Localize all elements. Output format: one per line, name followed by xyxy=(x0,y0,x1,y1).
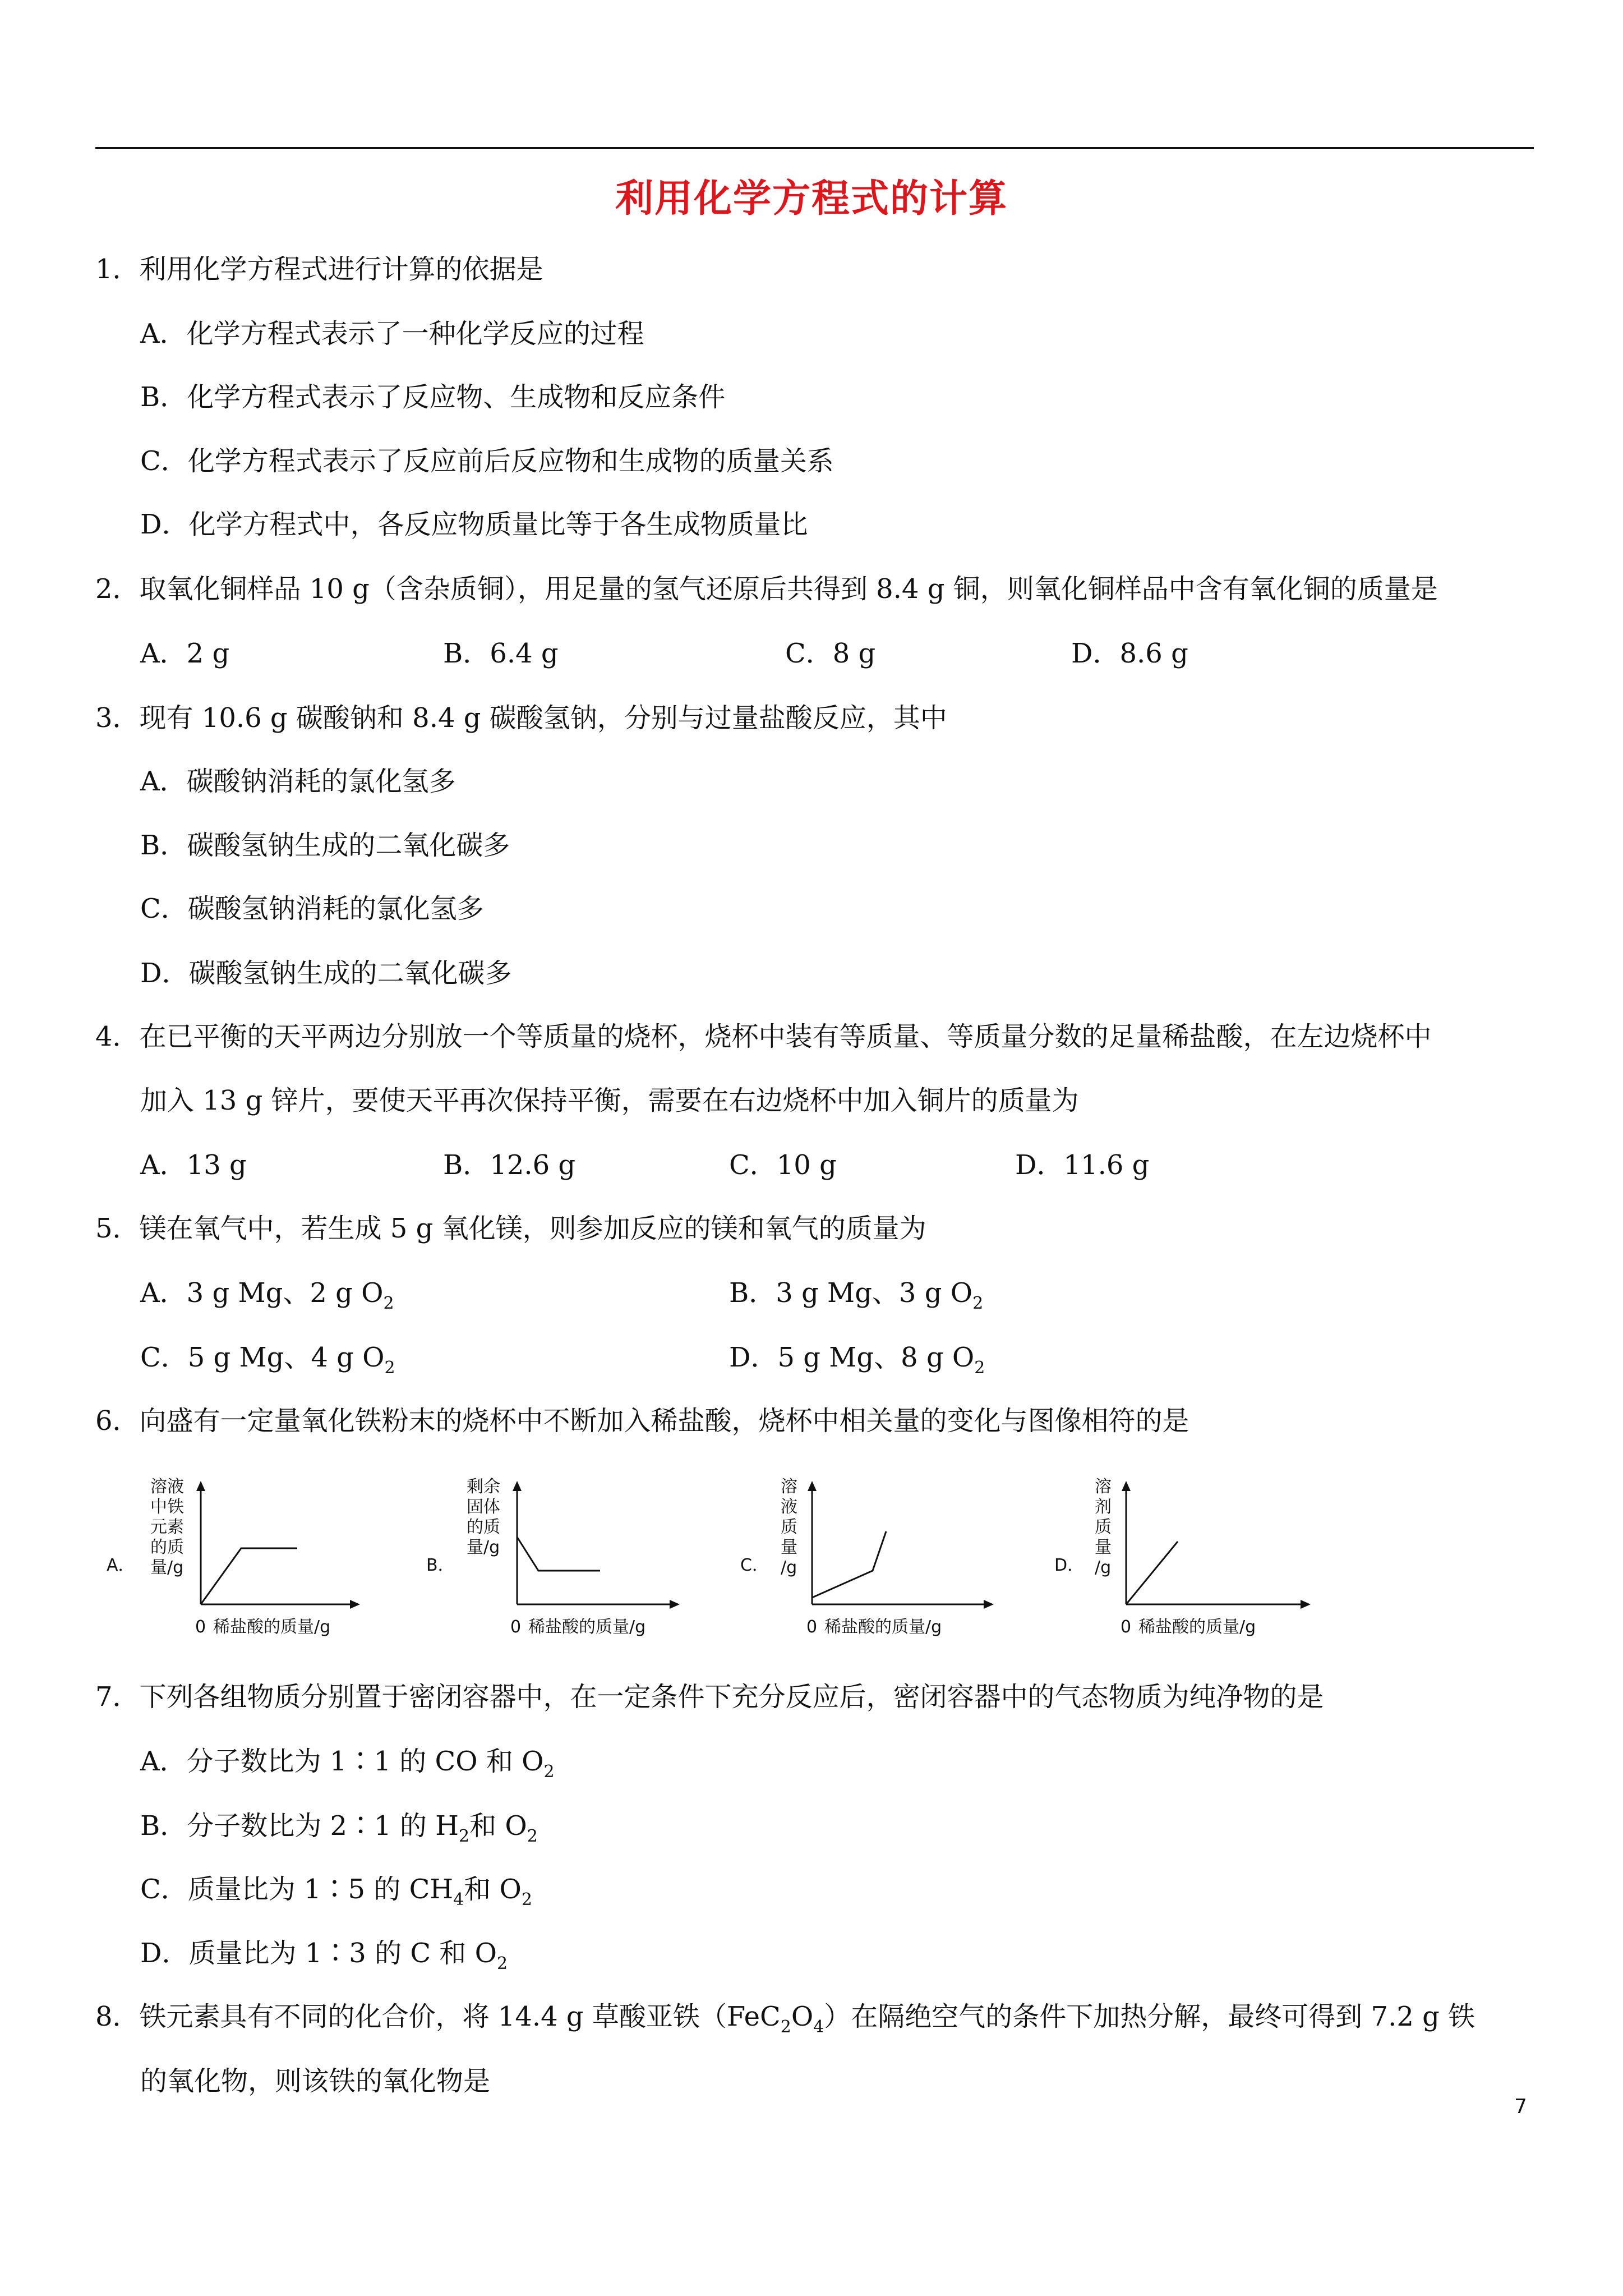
graph-b-x-arrow xyxy=(670,1600,680,1609)
q4-option-a: A．13 g xyxy=(140,1149,247,1181)
svg-text:溶: 溶 xyxy=(781,1477,797,1497)
q5-option-c: C．5 g Mg、4 g $O_2$ xyxy=(140,1342,395,1378)
graph-c-y-arrow xyxy=(808,1481,817,1491)
graph-a-origin: 0 xyxy=(195,1617,206,1637)
graph-d-y-arrow xyxy=(1122,1481,1131,1491)
q6-graph-d xyxy=(1054,1475,1318,1646)
q7-option-d: D．质量比为 1∶3 的 C 和 $O_2$ xyxy=(140,1938,508,1973)
q3-option-a: A．碳酸钠消耗的氯化氢多 xyxy=(140,766,456,797)
graph-b-curve xyxy=(517,1537,600,1571)
q4-stem-line1: 4．在已平衡的天平两边分别放一个等质量的烧杯，烧杯中装有等质量、等质量分数的足量稀盐酸，在左边烧杯中 xyxy=(95,1021,1432,1052)
q2-option-b: B．6.4 g xyxy=(443,638,559,669)
q7-option-a: A．分子数比为 1∶1 的 CO 和 $O_2$ xyxy=(140,1746,555,1782)
graph-a-y-arrow xyxy=(196,1481,205,1491)
q3-stem: 3．现有 10.6 g 碳酸钠和 8.4 g 碳酸氢钠，分别与过量盐酸反应，其中 xyxy=(95,702,947,734)
graph-c-x-arrow xyxy=(984,1600,994,1609)
q7-option-c: C．质量比为 1∶5 的 $CH_4$和 $O_2$ xyxy=(140,1874,532,1910)
svg-text:/g: /g xyxy=(1095,1558,1112,1577)
graph-a-x-arrow xyxy=(350,1600,360,1609)
graph-a-letter: A． xyxy=(107,1556,135,1575)
svg-text:质: 质 xyxy=(781,1517,797,1537)
svg-text:的质: 的质 xyxy=(467,1517,500,1537)
svg-text:中铁: 中铁 xyxy=(150,1497,184,1517)
q2-option-d: D．8.6 g xyxy=(1071,638,1188,669)
svg-text:的质: 的质 xyxy=(150,1538,184,1557)
graph-d-ylabel xyxy=(1095,1477,1112,1577)
graph-d-xlabel: 稀盐酸的质量/g xyxy=(1138,1617,1256,1637)
graph-b-ylabel xyxy=(467,1477,500,1557)
graph-a-xlabel: 稀盐酸的质量/g xyxy=(213,1617,331,1637)
svg-text:剩余: 剩余 xyxy=(467,1477,500,1497)
svg-text:溶: 溶 xyxy=(1095,1477,1112,1497)
svg-text:质: 质 xyxy=(1095,1517,1112,1537)
svg-text:量/g: 量/g xyxy=(467,1538,500,1557)
header-rule xyxy=(95,147,1534,149)
graph-d-x-arrow xyxy=(1301,1600,1311,1609)
svg-text:量/g: 量/g xyxy=(150,1558,184,1577)
graph-c-origin: 0 xyxy=(806,1617,818,1637)
graph-b-y-arrow xyxy=(513,1481,522,1491)
q1-stem: 1．利用化学方程式进行计算的依据是 xyxy=(95,254,543,285)
graph-b-origin: 0 xyxy=(510,1617,522,1637)
page-title: 利用化学方程式的计算 xyxy=(615,176,1008,221)
svg-text:溶液: 溶液 xyxy=(150,1477,184,1497)
q5-option-d: D．5 g Mg、8 g $O_2$ xyxy=(729,1342,985,1378)
q8-stem-line1: 8．铁元素具有不同的化合价，将 14.4 g 草酸亚铁$(FeC_2O_4)$在隔绝空气的条件下加热分解，最终可得到 7.2 g 铁 xyxy=(95,2001,1476,2037)
q4-option-d: D．11.6 g xyxy=(1015,1149,1150,1181)
q5-option-b: B．3 g Mg、3 g $O_2$ xyxy=(729,1277,984,1313)
page-number: 7 xyxy=(1514,2095,1527,2118)
svg-text:量: 量 xyxy=(1095,1538,1112,1557)
q6-graph-a xyxy=(107,1475,365,1646)
graph-c-xlabel: 稀盐酸的质量/g xyxy=(824,1617,942,1637)
q2-stem: 2．取氧化铜样品 10 g（含杂质铜），用足量的氢气还原后共得到 8.4 g 铜，则氧化铜样品中含有氧化铜的质量是 xyxy=(95,573,1438,605)
graph-a-curve xyxy=(201,1548,297,1604)
graph-b-xlabel: 稀盐酸的质量/g xyxy=(528,1617,646,1637)
q6-graph-c xyxy=(740,1475,998,1646)
svg-text:剂: 剂 xyxy=(1095,1497,1112,1517)
q3-option-d: D．碳酸氢钠生成的二氧化碳多 xyxy=(140,958,512,989)
q3-option-b: B．碳酸氢钠生成的二氧化碳多 xyxy=(140,830,510,861)
graph-c-ylabel xyxy=(781,1477,797,1577)
q6-graph-b xyxy=(426,1475,684,1646)
q6-stem: 6．向盛有一定量氧化铁粉末的烧杯中不断加入稀盐酸，烧杯中相关量的变化与图像相符的是 xyxy=(95,1405,1189,1437)
q7-stem: 7．下列各组物质分别置于密闭容器中，在一定条件下充分反应后，密闭容器中的气态物质为纯净物的是 xyxy=(95,1681,1324,1713)
q5-option-a: A．3 g Mg、2 g $O_2$ xyxy=(140,1277,394,1313)
q2-option-a: A．2 g xyxy=(140,638,230,669)
q4-option-c: C．10 g xyxy=(729,1149,837,1181)
svg-text:固体: 固体 xyxy=(467,1497,500,1517)
graph-d-curve xyxy=(1126,1542,1178,1604)
svg-text:/g: /g xyxy=(781,1558,797,1577)
q4-option-b: B．12.6 g xyxy=(443,1149,576,1181)
svg-text:元素: 元素 xyxy=(150,1517,184,1537)
graph-d-origin: 0 xyxy=(1121,1617,1132,1637)
graph-d-letter: D． xyxy=(1054,1556,1085,1575)
q2-option-c: C．8 g xyxy=(785,638,876,669)
graph-c-curve xyxy=(812,1531,886,1598)
q1-option-b: B．化学方程式表示了反应物、生成物和反应条件 xyxy=(140,381,726,413)
svg-text:量: 量 xyxy=(781,1538,797,1557)
q7-option-b: B．分子数比为 2∶1 的 $H_2$和 $O_2$ xyxy=(140,1810,538,1846)
graph-a-ylabel xyxy=(150,1477,184,1577)
q3-option-c: C．碳酸氢钠消耗的氯化氢多 xyxy=(140,893,484,924)
svg-text:液: 液 xyxy=(781,1497,797,1517)
graph-b-letter: B． xyxy=(426,1556,455,1575)
graph-c-letter: C． xyxy=(740,1556,769,1575)
q1-option-c: C．化学方程式表示了反应前后反应物和生成物的质量关系 xyxy=(140,445,834,477)
q5-stem: 5．镁在氧气中，若生成 5 g 氧化镁，则参加反应的镁和氧气的质量为 xyxy=(95,1213,926,1244)
q8-stem-line2: 的氧化物，则该铁的氧化物是 xyxy=(140,2065,491,2097)
q1-option-a: A．化学方程式表示了一种化学反应的过程 xyxy=(140,318,644,349)
q1-option-d: D．化学方程式中，各反应物质量比等于各生成物质量比 xyxy=(140,509,808,540)
q4-stem-line2: 加入 13 g 锌片，要使天平再次保持平衡，需要在右边烧杯中加入铜片的质量为 xyxy=(140,1085,1079,1116)
